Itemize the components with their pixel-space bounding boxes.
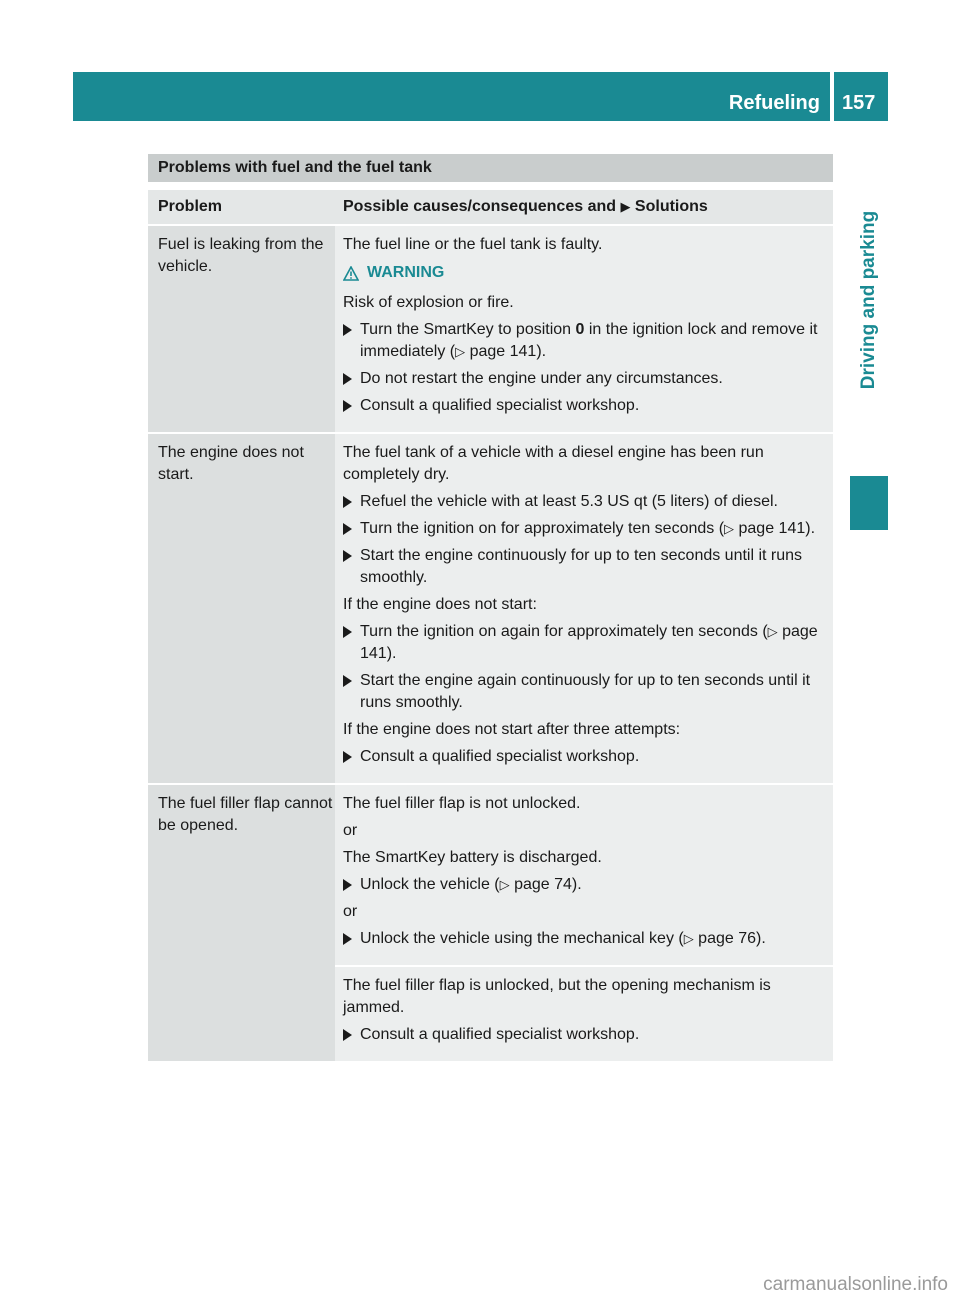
header-section-title: Refueling bbox=[728, 92, 820, 114]
watermark: carmanualsonline.info bbox=[763, 1274, 948, 1295]
header-problem: Problem bbox=[158, 198, 223, 215]
page-ref-icon: ▷ bbox=[724, 521, 735, 536]
side-chapter-tab bbox=[850, 130, 888, 470]
page-ref-link[interactable]: page 141). bbox=[738, 520, 816, 537]
page-ref-icon: ▷ bbox=[499, 877, 510, 892]
table-row bbox=[148, 785, 833, 1061]
page-ref-icon: ▷ bbox=[767, 624, 778, 639]
step-item: Unlock the vehicle using the mechanical key (▷ page 76). bbox=[343, 928, 827, 950]
solution-cell: The fuel filler flap is unlocked, but the opening mechanism is jammed. Consult a qualified specialist workshop. bbox=[335, 967, 833, 1061]
step-item: Turn the ignition on again for approximately ten seconds (▷ page 141). bbox=[343, 621, 827, 665]
warning-label: WARNING bbox=[343, 262, 827, 284]
step-arrow-icon bbox=[343, 496, 352, 508]
step-arrow-icon bbox=[343, 751, 352, 763]
step-item: Turn the ignition on for approximately ten seconds (▷ page 141). bbox=[343, 518, 827, 540]
header-page-box bbox=[834, 72, 888, 121]
page-number: 157 bbox=[842, 92, 876, 114]
solution-cell: The fuel filler flap is not unlocked. or The SmartKey battery is discharged. Unlock the vehicle (▷ page 74). or Unlock the vehicle using the mechanical key (▷ page 76). bbox=[335, 785, 833, 965]
step-arrow-icon bbox=[343, 400, 352, 412]
warning-triangle-icon bbox=[343, 266, 359, 281]
table-header-row bbox=[148, 190, 833, 224]
table-row bbox=[148, 434, 833, 783]
step-item: Start the engine continuously for up to ten seconds until it runs smoothly. bbox=[343, 545, 827, 589]
step-item: Refuel the vehicle with at least 5.3 US qt (5 liters) of diesel. bbox=[343, 491, 827, 513]
problem-cell: The fuel filler flap cannot be opened. bbox=[148, 785, 335, 1061]
page-ref-link[interactable]: page 74). bbox=[514, 876, 582, 893]
solution-cell: The fuel line or the fuel tank is faulty. WARNING Risk of explosion or fire. Turn the SmartKey to position 0 in the ignition lock and remove it immediately (▷ page 141). Do not restart the engine under any circumstances. Consult a qualified specialist workshop. bbox=[335, 226, 833, 432]
step-arrow-icon bbox=[343, 373, 352, 385]
step-item: Consult a qualified specialist workshop. bbox=[343, 746, 827, 768]
step-item: Do not restart the engine under any circumstances. bbox=[343, 368, 827, 390]
fuel-problems-table bbox=[148, 154, 833, 1061]
table-row bbox=[148, 226, 833, 432]
page-ref-icon: ▷ bbox=[455, 344, 466, 359]
step-arrow-icon bbox=[343, 324, 352, 336]
header-solutions: Possible causes/consequences and ▶ Solutions bbox=[343, 198, 708, 215]
problem-cell: Fuel is leaking from the vehicle. bbox=[148, 226, 335, 432]
step-arrow-icon bbox=[343, 933, 352, 945]
page-ref-link[interactable]: page 76). bbox=[698, 930, 766, 947]
table-title: Problems with fuel and the fuel tank bbox=[148, 154, 833, 182]
arrow-right-icon: ▶ bbox=[620, 199, 631, 214]
solution-cell: The fuel tank of a vehicle with a diesel engine has been run completely dry. Refuel the vehicle with at least 5.3 US qt (5 liters) of diesel. Turn the ignition on for approximately ten seconds (▷ page 141). Start the engine continuously for up to ten seconds until it runs smoothly. If the engine does not start: Turn the ignition on again for approximately ten seconds (▷ page 141). Start the engine again continuously for up to ten seconds until it runs smoothly. If the engine does not start after three attempts: Consult a qualified specialist workshop. bbox=[335, 434, 833, 783]
step-arrow-icon bbox=[343, 879, 352, 891]
page-ref-link[interactable]: page 141). bbox=[469, 343, 547, 360]
step-item: Consult a qualified specialist workshop. bbox=[343, 1024, 827, 1046]
problem-cell: The engine does not start. bbox=[148, 434, 335, 783]
side-chapter-marker bbox=[850, 476, 888, 530]
step-item: Start the engine again continuously for up to ten seconds until it runs smoothly. bbox=[343, 670, 827, 714]
header-section-bar bbox=[73, 72, 830, 121]
side-chapter-label: Driving and parking bbox=[858, 210, 880, 390]
step-arrow-icon bbox=[343, 523, 352, 535]
step-arrow-icon bbox=[343, 1029, 352, 1041]
step-item: Turn the SmartKey to position 0 in the ignition lock and remove it immediately (▷ page 141). bbox=[343, 319, 827, 363]
page-ref-icon: ▷ bbox=[683, 931, 694, 946]
step-item: Unlock the vehicle (▷ page 74). bbox=[343, 874, 827, 896]
step-arrow-icon bbox=[343, 675, 352, 687]
step-item: Consult a qualified specialist workshop. bbox=[343, 395, 827, 417]
page-ref-link[interactable]: page 141). bbox=[360, 623, 818, 662]
step-arrow-icon bbox=[343, 550, 352, 562]
step-arrow-icon bbox=[343, 626, 352, 638]
